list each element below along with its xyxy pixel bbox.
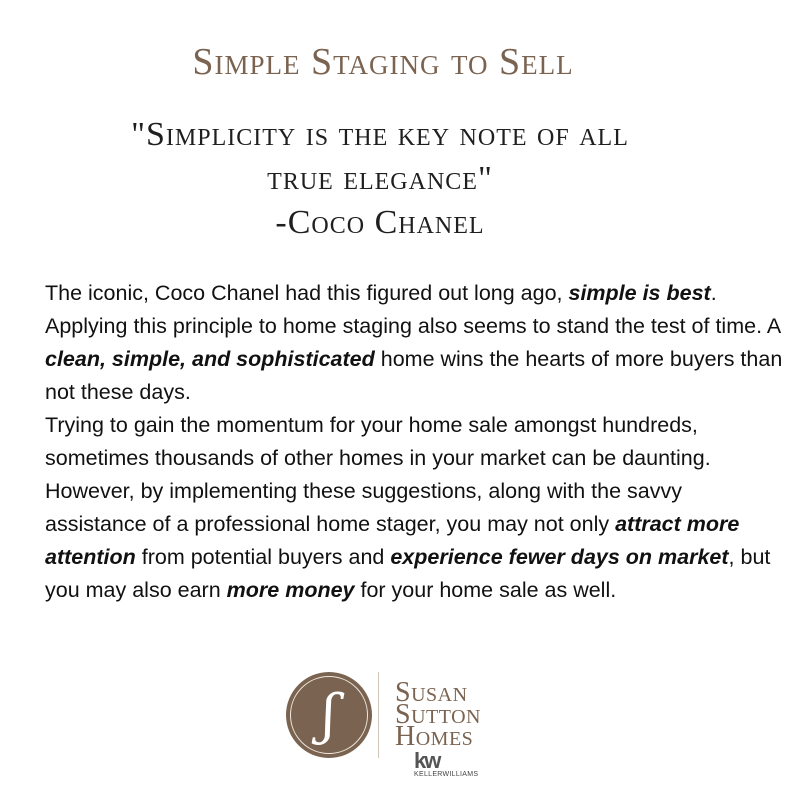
text-run: from potential buyers and (135, 545, 391, 569)
text-run: . Applying this principle to home staging also seems to stand the test of time. A (45, 281, 780, 338)
kw-mark: kw (414, 748, 440, 773)
text-run: However, by implementing these suggestions, along with the savvy assistance of a professional home stager, you may not only (45, 479, 682, 536)
monogram-glyph: ʃ (321, 683, 337, 746)
paragraph-2: Trying to gain the momentum for your home sale amongst hundreds, sometimes thousands of other homes in your market can be daunting. (45, 413, 711, 470)
text-run: , but you may also earn (45, 545, 771, 602)
emphasis-text: clean, simple, and sophisticated (45, 347, 375, 371)
quote-line-1: "Simplicity is the key note of all (131, 116, 629, 153)
emphasis-text: attract more attention (45, 512, 740, 569)
emphasis-text: experience fewer days on market (390, 545, 729, 569)
monogram-seal-icon (286, 672, 372, 758)
text-run: home wins the hearts of more buyers than not these days. (45, 347, 783, 404)
body-text (45, 277, 785, 607)
paragraph-1 (45, 277, 785, 409)
paragraph-3 (45, 475, 785, 607)
logo-divider (378, 672, 379, 758)
brand-line-1: Susan (395, 677, 468, 708)
quote-line-2: true elegance" (267, 160, 493, 197)
brand-name (395, 677, 481, 752)
kw-name: KELLERWILLIAMS (414, 771, 479, 778)
brand-line-2: Sutton (395, 699, 481, 730)
text-run: The iconic, Coco Chanel had this figured out long ago, (45, 281, 569, 305)
keller-williams-logo (414, 748, 479, 779)
emphasis-text: more money (226, 578, 355, 602)
page-title: Simple Staging to Sell (192, 41, 574, 83)
quote-block (0, 113, 760, 245)
text-run: for your home sale as well. (354, 578, 617, 602)
quote-attribution: -Coco Chanel (275, 204, 485, 241)
emphasis-text: simple is best (568, 281, 711, 305)
company-logo (286, 672, 486, 787)
brand-line-3: Homes (395, 721, 474, 752)
